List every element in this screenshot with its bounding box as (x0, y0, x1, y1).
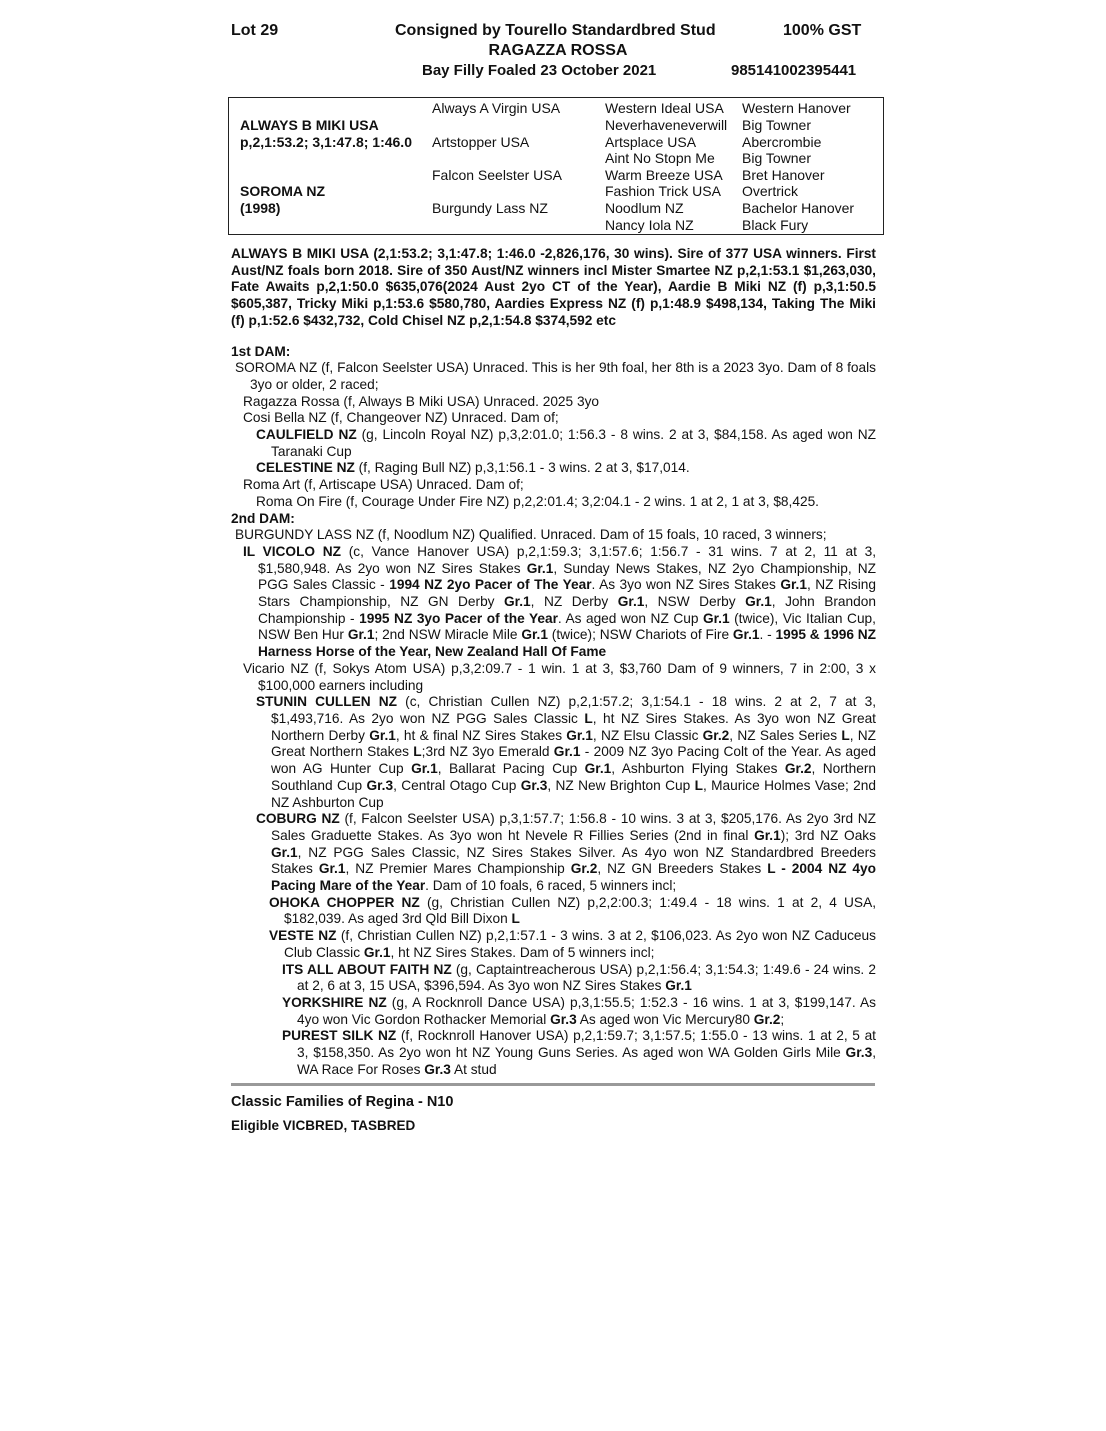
microchip-number: 985141002395441 (731, 62, 857, 79)
progeny-entry (231, 427, 876, 460)
family-line: Classic Families of Regina - N10 (231, 1094, 454, 1110)
consignor: Consigned by Tourello Standardbred Stud (395, 22, 716, 39)
progeny-entry: Vicario NZ (f, Sokys Atom USA) p,3,2:09.7 - 1 win. 1 at 3, $3,760 Dam of 9 winners, 7 in 2:00, 3 x $100,000 earners including (243, 660, 876, 693)
pedigree-g3: Neverhaveneverwill (605, 117, 728, 133)
pedigree-g3: Warm Breeze USA (605, 167, 723, 183)
pedigree-g3: Fashion Trick USA (605, 183, 721, 199)
progeny-entry: Roma Art (f, Artiscape USA) Unraced. Dam of; (243, 477, 524, 493)
pedigree-g4: Black Fury (742, 217, 809, 233)
pedigree-g3: Western Ideal USA (605, 100, 724, 116)
first-dam-heading: 1st DAM: (231, 343, 291, 359)
pedigree-g3: Nancy Iola NZ (605, 217, 694, 233)
pedigree-sire: ALWAYS B MIKI USA (240, 117, 379, 133)
foaled-line: Bay Filly Foaled 23 October 2021 (422, 62, 657, 79)
pedigree-g4: Big Towner (742, 117, 812, 133)
pedigree-g4: Bachelor Hanover (742, 200, 855, 216)
progeny-entry (231, 460, 876, 477)
progeny-entry: OHOKA CHOPPER NZ (g, Christian Cullen NZ) p,2,2:00.3; 1:49.4 - 18 wins. 1 at 2, 4 USA, $182,039. As aged 3rd Qld Bill Dixon L (269, 894, 876, 927)
horse-name-bold: CAULFIELD NZ (256, 427, 357, 443)
pedigree-g2: Always A Virgin USA (432, 100, 561, 116)
pedigree-g2: Falcon Seelster USA (432, 167, 562, 183)
progeny-entry: ITS ALL ABOUT FAITH NZ (g, Captaintreacherous USA) p,2,1:56.4; 3,1:54.3; 1:49.6 - 24 wins. 2 at 2, 6 at 3, 15 USA, $396,594. As 3yo won NZ Sires Stakes Gr.1 (282, 961, 876, 994)
pedigree-g4: Abercrombie (742, 134, 822, 150)
pedigree-g4: Overtrick (742, 183, 798, 199)
horse-name: RAGAZZA ROSSA (488, 42, 628, 59)
pedigree-g4: Big Towner (742, 150, 812, 166)
horse-name-bold: CELESTINE NZ (256, 460, 355, 476)
pedigree-dam-year: (1998) (240, 200, 281, 216)
pedigree-g3: Noodlum NZ (605, 200, 684, 216)
pedigree-dam: SOROMA NZ (240, 183, 326, 199)
pedigree-sire-record: p,2,1:53.2; 3,1:47.8; 1:46.0 (240, 134, 412, 150)
first-dam-intro: SOROMA NZ (f, Falcon Seelster USA) Unraced. This is her 9th foal, her 8th is a 2023 3yo. Dam of 8 foals 3yo or older, 2 raced; (235, 360, 876, 392)
progeny-entry: Roma On Fire (f, Courage Under Fire NZ) p,2,2:01.4; 3,2:04.1 - 2 wins. 1 at 2, 1 at 3, $8,425. (256, 493, 819, 509)
progeny-entry: STUNIN CULLEN NZ (c, Christian Cullen NZ) p,2,1:57.2; 3,1:54.1 - 18 wins. 2 at 2, 7 at 3, $1,493,716. As 2yo won NZ PGG Sales Classic L, ht NZ Sires Stakes. As 3yo won NZ Great Northern Derby Gr.1, ht & final NZ Sires Stakes Gr.1, NZ Elsu Classic Gr.2, NZ Sales Series L, NZ Great Northern Stakes L;3rd NZ 3yo Emerald Gr.1 - 2009 NZ 3yo Pacing Colt of the Year. As aged won AG Hunter Cup Gr.1, Ballarat Pacing Cup Gr.1, Ashburton Flying Stakes Gr.2, Northern Southland Cup Gr.3, Central Otago Cup Gr.3, NZ New Brighton Cup L, Maurice Holmes Vase; 2nd NZ Ashburton Cup (256, 694, 877, 810)
divider (231, 1083, 875, 1086)
pedigree-g2: Burgundy Lass NZ (432, 200, 548, 216)
second-dam-heading: 2nd DAM: (231, 510, 295, 526)
progeny-detail: (f, Raging Bull NZ) p,3,1:56.1 - 3 wins. 2 at 3, $17,014. (354, 460, 690, 476)
sire-summary: ALWAYS B MIKI USA (2,1:53.2; 3,1:47.8; 1:46.0 -2,826,176, 30 wins). Sire of 377 USA winners. First Aust/NZ foals born 2018. Sire of 350 Aust/NZ winners incl Mister Smartee NZ p,2,1:53.1 $1,263,030, Fate Awaits p,2,1:50.0 $635,076(2024 Aust 2yo CT of the Year), Aardie B Miki NZ (f) p,3,1:50.5 $605,387, Tricky Miki p,1:53.6 $580,780, Aardies Express NZ (f) p,1:48.9 $498,134, Taking The Miki (f) p,1:52.6 $432,732, Cold Chisel NZ p,2,1:54.8 $374,592 etc (231, 246, 876, 328)
progeny-entry: Cosi Bella NZ (f, Changeover NZ) Unraced. Dam of; (243, 410, 559, 426)
pedigree-g4: Bret Hanover (742, 167, 825, 183)
progeny-entry: COBURG NZ (f, Falcon Seelster USA) p,3,1:57.7; 1:56.8 - 10 wins. 3 at 3, $205,176. As 2yo 3rd NZ Sales Graduette Stakes. As 3yo won ht Nevele R Fillies Series (2nd in final Gr.1); 3rd NZ Oaks Gr.1, NZ PGG Sales Classic, NZ Sires Stakes Silver. As 4yo won NZ Standardbred Breeders Stakes Gr.1, NZ Premier Mares Championship Gr.2, NZ GN Breeders Stakes L - 2004 NZ 4yo Pacing Mare of the Year. Dam of 10 foals, 6 raced, 5 winners incl; (256, 811, 876, 894)
progeny-entry: Ragazza Rossa (f, Always B Miki USA) Unraced. 2025 3yo (243, 393, 600, 409)
progeny-entry: PUREST SILK NZ (f, Rocknroll Hanover USA) p,2,1:59.7; 3,1:57.5; 1:55.0 - 13 wins. 1 at 2, 5 at 3, $158,350. As 2yo won ht NZ Young Guns Series. As aged won WA Golden Girls Mile Gr.3, WA Race For Roses Gr.3 At stud (282, 1028, 876, 1077)
pedigree-table (228, 97, 884, 235)
pedigree-g3: Aint No Stopn Me (605, 150, 715, 166)
progeny-entry: IL VICOLO NZ (c, Vance Hanover USA) p,2,1:59.3; 3,1:57.6; 1:56.7 - 31 wins. 7 at 2, 11 at 3, $1,580,948. As 2yo won NZ Sires Stakes Gr.1, Sunday News Stakes, NZ 2yo Championship, NZ PGG Sales Classic - 1994 NZ 2yo Pacer of The Year. As 3yo won NZ Sires Stakes Gr.1, NZ Rising Stars Championship, NZ GN Derby Gr.1, NZ Derby Gr.1, NSW Derby Gr.1, John Brandon Championship - 1995 NZ 3yo Pacer of the Year. As aged won NZ Cup Gr.1 (twice), Vic Italian Cup, NSW Ben Hur Gr.1; 2nd NSW Miracle Mile Gr.1 (twice); NSW Chariots of Fire Gr.1. - 1995 & 1996 NZ Harness Horse of the Year, New Zealand Hall Of Fame (243, 543, 876, 660)
pedigree-g2: Artstopper USA (432, 134, 530, 150)
pedigree-g3: Artsplace USA (605, 134, 697, 150)
gst-label: 100% GST (783, 22, 862, 39)
progeny-detail: (g, Lincoln Royal NZ) p,3,2:01.0; 1:56.3 - 8 wins. 2 at 3, $84,158. As aged won NZ Taranaki Cup (271, 427, 876, 459)
lot-number: Lot 29 (231, 22, 279, 39)
progeny-entry: YORKSHIRE NZ (g, A Rocknroll Dance USA) p,3,1:55.5; 1:52.3 - 16 wins. 1 at 3, $199,147. As 4yo won Vic Gordon Rothacker Memorial Gr.3 As aged won Vic Mercury80 Gr.2; (282, 994, 876, 1027)
pedigree-g4: Western Hanover (742, 100, 851, 116)
second-dam-intro: BURGUNDY LASS NZ (f, Noodlum NZ) Qualified. Unraced. Dam of 15 foals, 10 raced, 3 winners; (235, 527, 827, 543)
progeny-entry: VESTE NZ (f, Christian Cullen NZ) p,2,1:57.1 - 3 wins. 3 at 2, $106,023. As 2yo won NZ Caduceus Club Classic Gr.1, ht NZ Sires Stakes. Dam of 5 winners incl; (269, 928, 876, 960)
catalogue-body (231, 246, 876, 1078)
eligibility-line: Eligible VICBRED, TASBRED (231, 1118, 416, 1133)
